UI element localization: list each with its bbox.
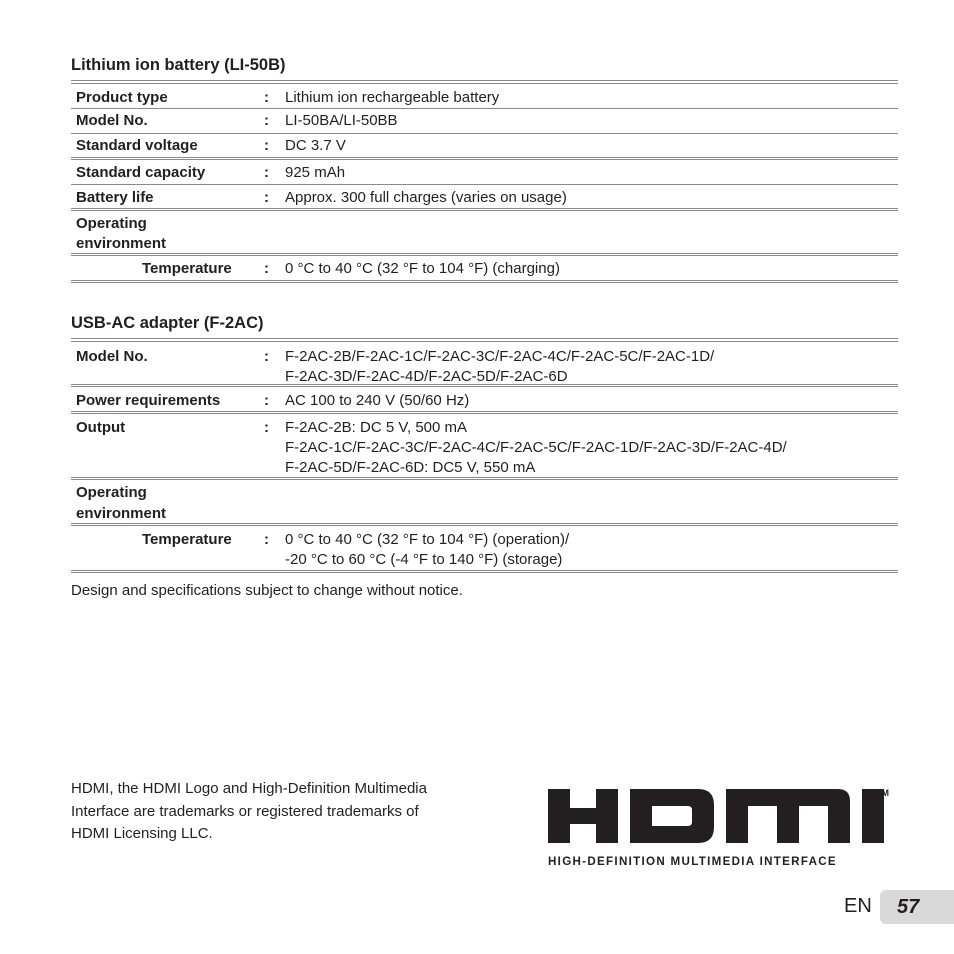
trademark-line: HDMI, the HDMI Logo and High-Definition Multimedia [71,780,427,797]
battery-spec-table [71,80,898,283]
adapter-section-title: USB-AC adapter (F-2AC) [71,314,264,332]
table-row [71,414,898,480]
trademark-line: HDMI Licensing LLC. [71,825,213,842]
row-colon: : [264,89,269,106]
row-value: 0 °C to 40 °C (32 °F to 104 °F) (operation)/ [285,531,570,548]
row-colon: : [264,189,269,206]
row-label: Operating [76,215,147,232]
row-label: environment [76,505,167,522]
row-value: LI-50BA/LI-50BB [285,112,398,129]
row-colon: : [264,137,269,154]
row-label: Standard voltage [76,137,198,154]
row-label: Operating [76,484,147,501]
row-value: F-2AC-3D/F-2AC-4D/F-2AC-5D/F-2AC-6D [285,368,568,385]
row-value: F-2AC-5D/F-2AC-6D: DC5 V, 550 mA [285,459,536,476]
row-colon: : [264,164,269,181]
table-row [71,342,898,387]
row-value: 925 mAh [285,164,346,181]
row-value: Lithium ion rechargeable battery [285,89,500,106]
row-label: Standard capacity [76,164,206,181]
row-value: AC 100 to 240 V (50/60 Hz) [285,392,470,409]
row-label: Output [76,419,126,436]
row-label: Temperature [142,260,232,277]
row-label: Power requirements [76,392,221,409]
row-label: environment [76,235,167,252]
trademark-notice [71,778,491,846]
row-value: F-2AC-1C/F-2AC-3C/F-2AC-4C/F-2AC-5C/F-2AC-1D/F-2AC-3D/F-2AC-4D/ [285,439,787,456]
page-language: EN [844,895,872,917]
page-number-tab [880,890,954,924]
row-value: F-2AC-2B/F-2AC-1C/F-2AC-3C/F-2AC-4C/F-2AC-5C/F-2AC-1D/ [285,348,715,365]
row-value: Approx. 300 full charges (varies on usage) [285,189,567,206]
row-value: -20 °C to 60 °C (-4 °F to 140 °F) (storage) [285,551,563,568]
row-label: Product type [76,89,168,106]
table-row [71,256,898,283]
row-colon: : [264,419,269,436]
row-label: Battery life [76,189,154,206]
row-label: Model No. [76,112,148,129]
row-colon: : [264,112,269,129]
row-label: Model No. [76,348,148,365]
table-row [71,211,898,256]
hdmi-tm-mark: TM [876,788,889,798]
table-row [71,480,898,526]
row-colon: : [264,260,269,277]
page-number: 57 [897,896,920,918]
table-row [71,387,898,414]
table-row [71,185,898,211]
row-value: F-2AC-2B: DC 5 V, 500 mA [285,419,468,436]
trademark-line: Interface are trademarks or registered trademarks of [71,802,419,820]
row-colon: : [264,392,269,409]
table-row [71,84,898,109]
table-row [71,160,898,185]
row-label: Temperature [142,531,232,548]
table-row [71,134,898,160]
hdmi-tagline: HIGH-DEFINITION MULTIMEDIA INTERFACE [548,855,837,868]
row-value: 0 °C to 40 °C (32 °F to 104 °F) (charging) [285,260,560,277]
table-row [71,526,898,573]
change-notice: Design and specifications subject to change without notice. [71,582,463,599]
battery-section-title: Lithium ion battery (LI-50B) [71,56,286,74]
row-value: DC 3.7 V [285,137,346,154]
row-colon: : [264,531,269,548]
adapter-spec-table [71,338,898,573]
table-row [71,109,898,134]
hdmi-wordmark-graphic [548,786,894,848]
row-colon: : [264,348,269,365]
